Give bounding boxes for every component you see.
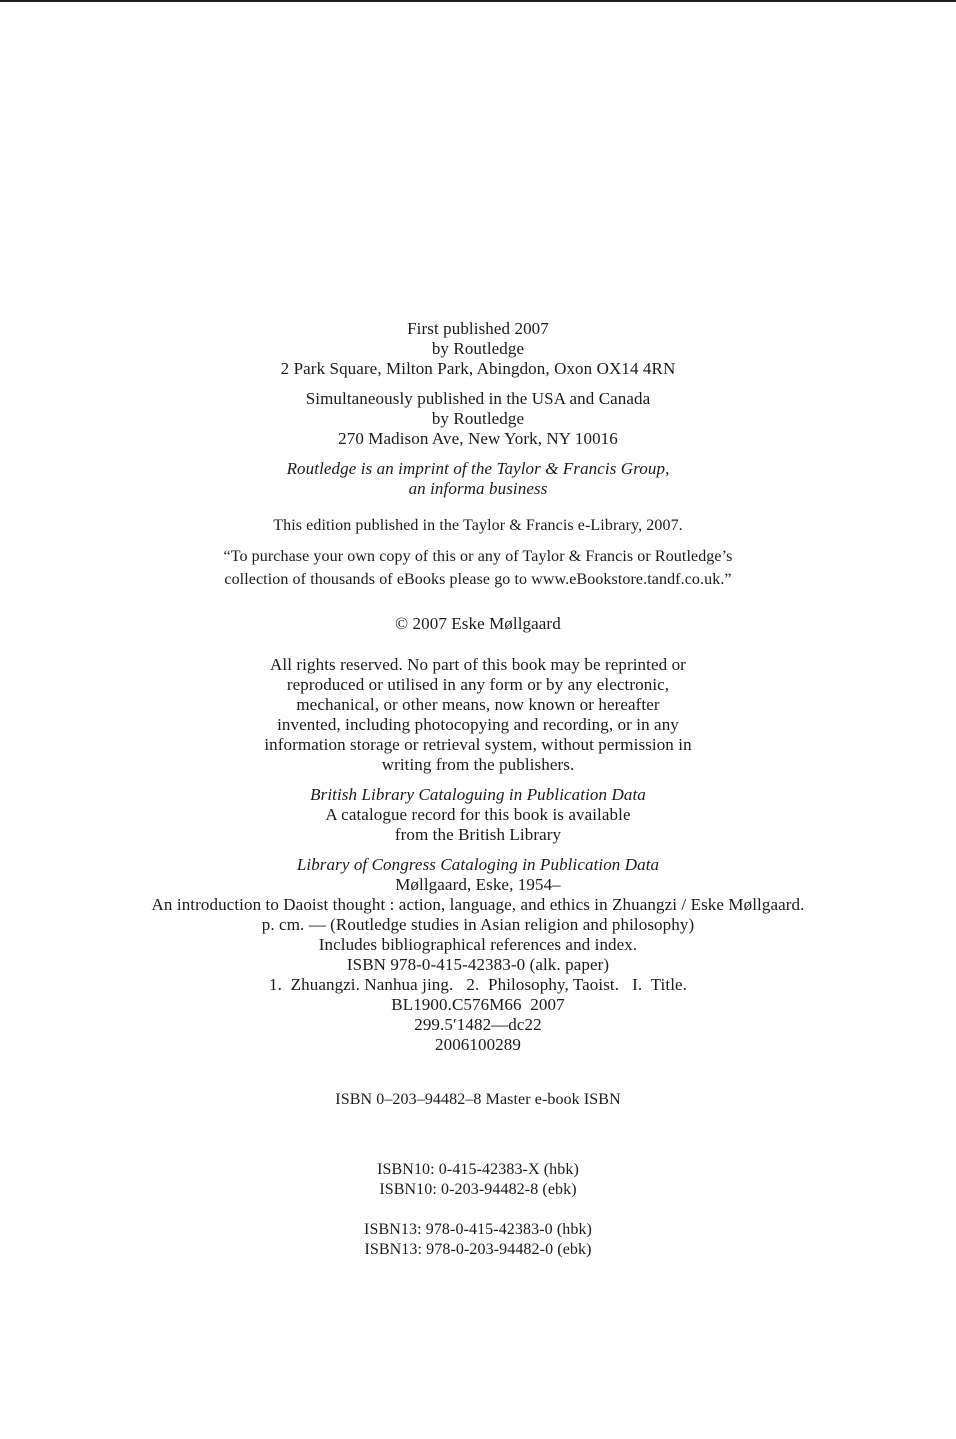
simultaneous-publication-line: Simultaneously published in the USA and Canada xyxy=(305,389,651,408)
british-library-heading: British Library Cataloguing in Publication Data xyxy=(310,785,646,804)
master-ebook-isbn: ISBN 0–203–94482–8 Master e-book ISBN xyxy=(335,1091,621,1108)
loc-heading: Library of Congress Cataloging in Publication Data xyxy=(296,855,660,874)
loc-line-author: Møllgaard, Eske, 1954– xyxy=(395,875,561,894)
isbn10-hbk: ISBN10: 0-415-42383-X (hbk) xyxy=(377,1161,579,1178)
imprint-line-2: an informa business xyxy=(408,479,548,498)
rights-line-2: reproduced or utilised in any form or by any electronic, xyxy=(286,675,670,694)
imprint-line-1: Routledge is an imprint of the Taylor & Francis Group, xyxy=(286,459,670,478)
rights-line-5: information storage or retrieval system, without permission in xyxy=(264,735,692,754)
elibrary-edition-line: This edition published in the Taylor & Francis e-Library, 2007. xyxy=(273,517,683,534)
by-routledge-us-line: by Routledge xyxy=(431,409,525,428)
by-routledge-line: by Routledge xyxy=(431,339,525,358)
loc-line-series: p. cm. — (Routledge studies in Asian religion and philosophy) xyxy=(261,915,695,934)
us-address-line: 270 Madison Ave, New York, NY 10016 xyxy=(338,429,618,448)
isbn13-hbk: ISBN13: 978-0-415-42383-0 (hbk) xyxy=(364,1221,592,1238)
british-library-line-1: A catalogue record for this book is available xyxy=(325,805,631,824)
rights-line-1: All rights reserved. No part of this book may be reprinted or xyxy=(270,655,686,674)
first-published-line: First published 2007 xyxy=(407,319,549,338)
uk-address-line: 2 Park Square, Milton Park, Abingdon, Oxon OX14 4RN xyxy=(280,359,676,378)
loc-line-title: An introduction to Daoist thought : action, language, and ethics in Zhuangzi / Eske Møllgaard. xyxy=(151,895,805,914)
loc-line-index: Includes bibliographical references and index. xyxy=(318,935,638,954)
loc-line-dewey: 299.5′1482—dc22 xyxy=(414,1015,542,1034)
copyright-notice: © 2007 Eske Møllgaard xyxy=(395,614,561,633)
purchase-note-line-1: “To purchase your own copy of this or any of Taylor & Francis or Routledge’s xyxy=(223,548,733,565)
rights-line-4: invented, including photocopying and recording, or in any xyxy=(277,715,679,734)
purchase-note-line-2: collection of thousands of eBooks please go to www.eBookstore.tandf.co.uk.” xyxy=(224,571,732,588)
isbn13-ebk: ISBN13: 978-0-203-94482-0 (ebk) xyxy=(364,1241,592,1258)
rights-line-3: mechanical, or other means, now known or hereafter xyxy=(296,695,660,714)
loc-line-callnumber: BL1900.C576M66 2007 xyxy=(391,995,565,1014)
loc-line-isbn: ISBN 978-0-415-42383-0 (alk. paper) xyxy=(346,955,610,974)
loc-line-lccn: 2006100289 xyxy=(435,1035,521,1054)
isbn10-ebk: ISBN10: 0-203-94482-8 (ebk) xyxy=(379,1181,577,1198)
rights-line-6: writing from the publishers. xyxy=(381,755,575,774)
british-library-line-2: from the British Library xyxy=(394,825,562,844)
loc-line-subjects: 1. Zhuangzi. Nanhua jing. 2. Philosophy, Taoist. I. Title. xyxy=(268,975,688,994)
top-border-rule xyxy=(0,0,956,2)
